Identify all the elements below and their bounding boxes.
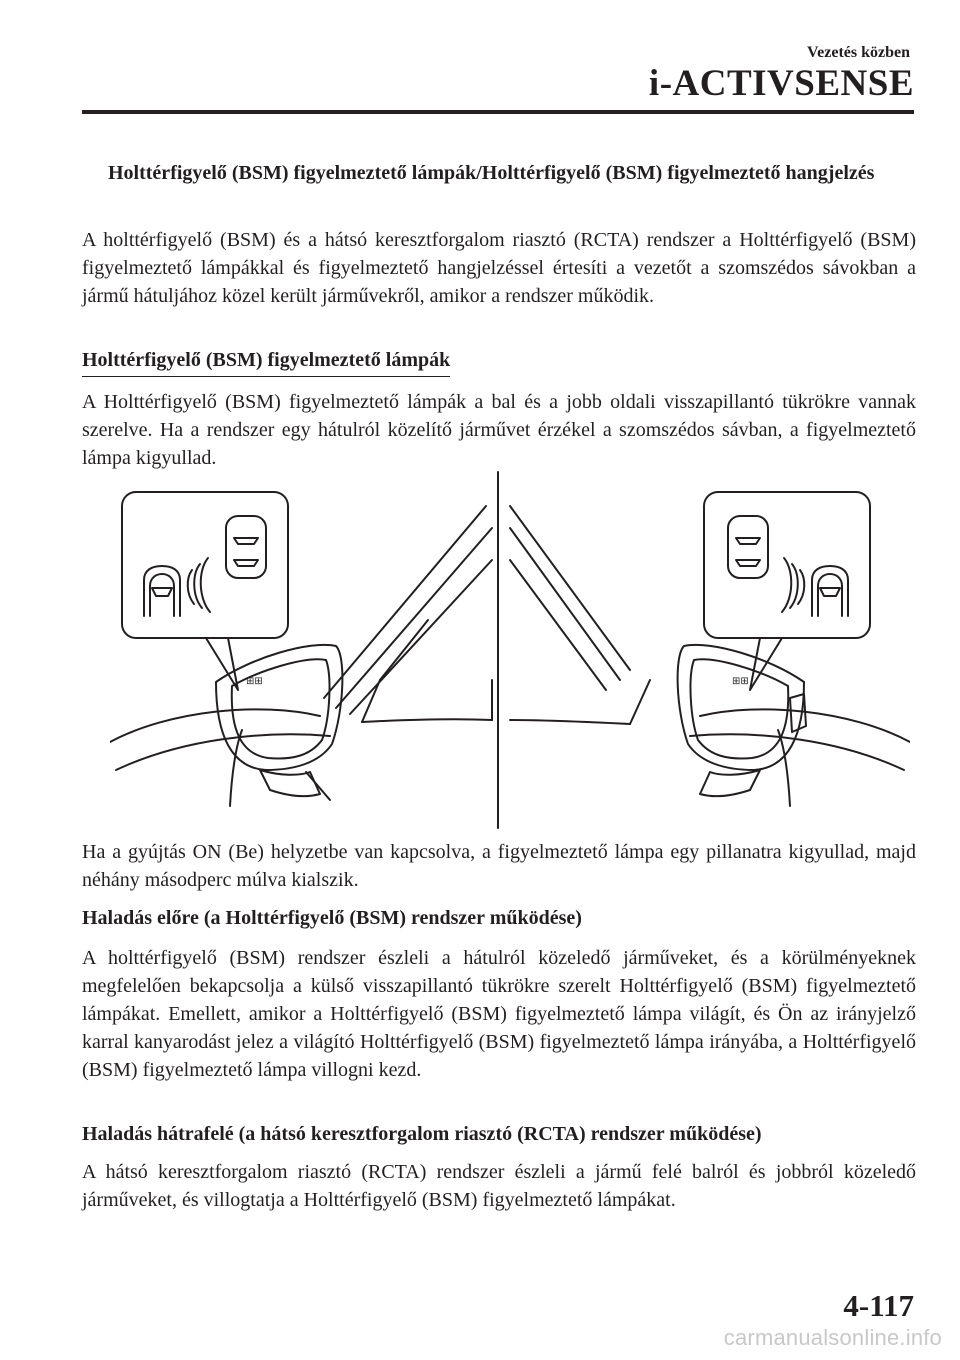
section-title: Vezetés közben: [807, 44, 910, 61]
section-heading-bsm-warning: Holttérfigyelő (BSM) figyelmeztető lámpák/Holttérfigyelő (BSM) figyelmeztető hangjelzés: [108, 162, 875, 184]
chapter-title: i-ACTIVSENSE: [648, 63, 914, 104]
page-number: 4-117: [843, 1288, 914, 1323]
right-callout-wave-icon: [782, 558, 804, 612]
subheading-forward: Haladás előre (a Holttérfigyelő (BSM) rendszer működése): [82, 907, 582, 929]
left-mirror-lamp-icon: ⊞⊞: [246, 676, 263, 687]
left-mirror-scene: [110, 506, 492, 806]
subheading-bsm-lamps-text: Holttérfigyelő (BSM) figyelmeztető lámpák: [82, 346, 450, 377]
right-mirror-lamp-icon: ⊞⊞: [732, 676, 749, 687]
left-warning-callout: [122, 492, 288, 690]
watermark: carmanualsonline.info: [723, 1325, 942, 1350]
forward-paragraph: A holttérfigyelő (BSM) rendszer észleli a hátulról közeledő járműveket, és a körülményeknek megfelelően bekapcsolja a külső visszapillantó tükrökre szerelt Holttérfigyelő (BSM) figyelmeztető lámpákat. Emellett, amikor a Holttérfigyelő (BSM) figyelmeztető lámpa világít, és Ön az irányjelző karral kanyarodást jelez a világító Holttérfigyelő (BSM) figyelmeztető lámpa irányába, a Holttérfigyelő (BSM) figyelmeztető lámpa villogni kezd.: [82, 947, 916, 1081]
header-divider: [82, 110, 914, 114]
left-callout-wave-icon: [188, 558, 210, 612]
left-callout-car-icon: [226, 516, 266, 578]
reverse-paragraph: A hátsó keresztforgalom riasztó (RCTA) rendszer észleli a jármű felé balról és jobbról közeledő járműveket, és villogtatja a Holttérfigyelő (BSM) figyelmeztető lámpákat.: [82, 1161, 916, 1211]
lamps-paragraph: A Holttérfigyelő (BSM) figyelmeztető lámpák a bal és a jobb oldali visszapillantó tükrökre vannak szerelve. Ha a rendszer egy hátulról közelítő járművet érzékel a szomszédos sávban, a figyelmeztető lámpa kigyullad.: [82, 391, 916, 469]
subheading-reverse: Haladás hátrafelé (a hátsó keresztforgalom riasztó (RCTA) rendszer működése): [82, 1123, 762, 1145]
ignition-paragraph: Ha a gyújtás ON (Be) helyzetbe van kapcsolva, a figyelmeztető lámpa egy pillanatra kigyullad, majd néhány másodperc múlva kialszik.: [82, 841, 916, 891]
right-callout-vehicle-icon: [812, 566, 848, 616]
subheading-bsm-lamps: [82, 346, 682, 377]
right-warning-callout: [704, 492, 870, 690]
right-callout-car-icon: [728, 516, 768, 578]
mirror-illustration: [110, 470, 910, 830]
left-callout-vehicle-icon: [144, 566, 180, 616]
right-mirror-scene: [510, 506, 910, 806]
intro-paragraph: A holttérfigyelő (BSM) és a hátsó keresztforgalom riasztó (RCTA) rendszer a Holttérfigyelő (BSM) figyelmeztető lámpákkal és figyelmeztető hangjelzéssel értesíti a vezetőt a szomszédos sávokban a jármű hátuljához közel került járművekről, amikor a rendszer működik.: [82, 229, 916, 307]
